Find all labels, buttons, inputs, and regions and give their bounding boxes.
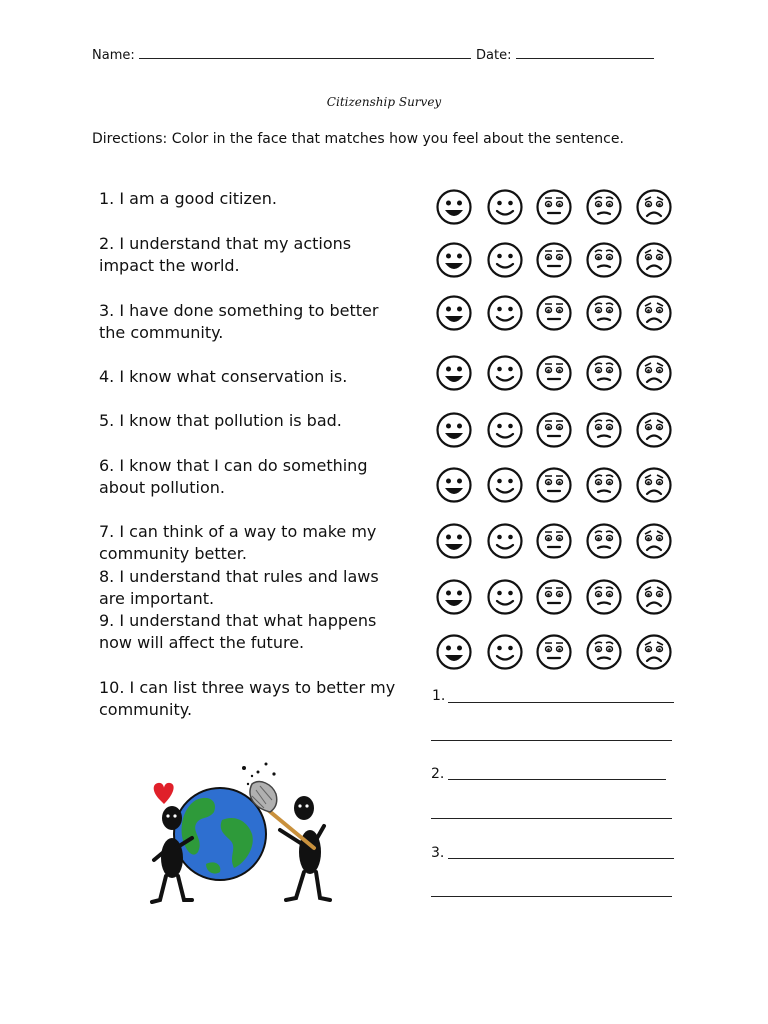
neutral-face-icon[interactable] [536,355,572,391]
earth-cleaning-illustration [148,760,338,910]
heart-icon [154,783,174,804]
neutral-face-icon[interactable] [536,523,572,559]
happy-face-icon[interactable] [487,579,523,615]
question-4: 4. I know what conservation is. [99,367,348,386]
unsure-face-icon[interactable] [586,355,622,391]
happy-face-icon[interactable] [487,412,523,448]
very-happy-face-icon[interactable] [436,189,472,225]
date-field-row [476,46,654,63]
sad-face-icon[interactable] [636,579,672,615]
neutral-face-icon[interactable] [536,295,572,331]
unsure-face-icon[interactable] [586,189,622,225]
question-8: 8. I understand that rules and laws are important. [99,567,379,608]
neutral-face-icon[interactable] [536,242,572,278]
question-5: 5. I know that pollution is bad. [99,411,342,430]
unsure-face-icon[interactable] [586,412,622,448]
happy-face-icon[interactable] [487,355,523,391]
sad-face-icon[interactable] [636,412,672,448]
happy-face-icon[interactable] [487,634,523,670]
unsure-face-icon[interactable] [586,634,622,670]
happy-face-icon[interactable] [487,189,523,225]
page-title: Citizenship Survey [326,95,442,109]
neutral-face-icon[interactable] [536,579,572,615]
sad-face-icon[interactable] [636,242,672,278]
unsure-face-icon[interactable] [586,579,622,615]
name-blank[interactable] [139,46,471,59]
question-2: 2. I understand that my actions impact the world. [99,234,352,275]
very-happy-face-icon[interactable] [436,634,472,670]
very-happy-face-icon[interactable] [436,523,472,559]
neutral-face-icon[interactable] [536,634,572,670]
unsure-face-icon[interactable] [586,467,622,503]
sad-face-icon[interactable] [636,634,672,670]
answer-number-1: 1. [432,688,446,704]
answer-line-2a[interactable] [448,779,666,780]
neutral-face-icon[interactable] [536,189,572,225]
question-6: 6. I know that I can do something about pollution. [99,456,368,497]
answer-number-3: 3. [431,845,445,861]
question-3: 3. I have done something to better the community. [99,301,379,342]
date-label: Date: [476,48,512,63]
date-blank[interactable] [516,46,654,59]
sad-face-icon[interactable] [636,523,672,559]
sad-face-icon[interactable] [636,295,672,331]
happy-face-icon[interactable] [487,242,523,278]
question-1: 1. I am a good citizen. [99,189,277,208]
very-happy-face-icon[interactable] [436,295,472,331]
very-happy-face-icon[interactable] [436,579,472,615]
neutral-face-icon[interactable] [536,412,572,448]
question-9: 9. I understand that what happens now will affect the future. [99,611,377,652]
very-happy-face-icon[interactable] [436,467,472,503]
name-field-row [92,46,471,63]
answer-line-2b[interactable] [431,818,672,819]
neutral-face-icon[interactable] [536,467,572,503]
happy-face-icon[interactable] [487,523,523,559]
very-happy-face-icon[interactable] [436,242,472,278]
answer-line-1b[interactable] [431,740,672,741]
answer-line-1a[interactable] [448,702,674,703]
very-happy-face-icon[interactable] [436,412,472,448]
unsure-face-icon[interactable] [586,523,622,559]
sad-face-icon[interactable] [636,189,672,225]
directions-text: Directions: Color in the face that matches how you feel about the sentence. [92,131,624,147]
answer-line-3b[interactable] [431,896,672,897]
name-label: Name: [92,48,135,63]
very-happy-face-icon[interactable] [436,355,472,391]
question-10: 10. I can list three ways to better my community. [99,678,396,719]
sad-face-icon[interactable] [636,355,672,391]
unsure-face-icon[interactable] [586,295,622,331]
question-7: 7. I can think of a way to make my community better. [99,522,377,563]
happy-face-icon[interactable] [487,467,523,503]
unsure-face-icon[interactable] [586,242,622,278]
answer-number-2: 2. [431,766,445,782]
sad-face-icon[interactable] [636,467,672,503]
happy-face-icon[interactable] [487,295,523,331]
answer-line-3a[interactable] [448,858,674,859]
